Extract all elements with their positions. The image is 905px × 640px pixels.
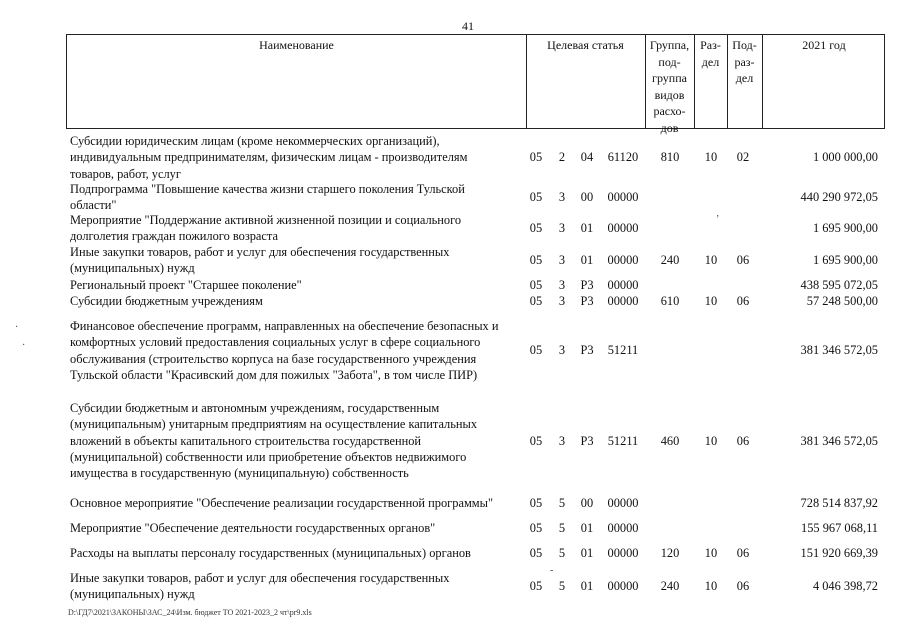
code-subprogram: 3 (558, 253, 566, 268)
subsection-code: 02 (736, 150, 750, 165)
code-subprogram: 3 (558, 433, 566, 448)
section-code: 10 (704, 150, 718, 165)
code-program: 05 (529, 221, 543, 236)
amount-2021: 381 346 572,05 (800, 343, 878, 358)
code-program: 05 (529, 496, 543, 510)
amount-2021: 4 046 398,72 (812, 579, 878, 594)
subsection-code: 06 (736, 579, 750, 594)
amount-2021: 1 695 900,00 (812, 221, 878, 236)
row-name: Финансовое обеспечение программ, направленных на обеспечение безопасных и комфортных условий предоставления социальных услуг в сфере социального обслуживания (строительство корпуса на базе государственного учреждения Тульской области "Красивский дом для пожилых "Забота", в том числе ПИР) (70, 319, 499, 382)
code-direction: 51211 (607, 343, 639, 358)
code-subprogram: 3 (558, 190, 566, 205)
row-name: Иные закупки товаров, работ и услуг для обеспечения государственных (муниципальных) нужд (70, 245, 450, 276)
amount-2021: 151 920 669,39 (800, 546, 878, 560)
row-name: Региональный проект "Старшее поколение" (70, 278, 302, 292)
scan-mark: - (550, 565, 554, 576)
header-subsection: Под- раз- дел (732, 38, 757, 85)
code-direction: 00000 (607, 579, 639, 594)
amount-2021: 440 290 972,05 (800, 190, 878, 205)
row-name: Субсидии юридическим лицам (кроме некоммерческих организаций), индивидуальным предпринимателям, физическим лицам - производителям товаров, работ, услуг (70, 134, 468, 181)
code-subprogram: 2 (558, 150, 566, 165)
code-direction: 61120 (607, 150, 639, 165)
subsection-code: 06 (736, 253, 750, 268)
section-code: 10 (704, 546, 718, 560)
code-subprogram: 5 (558, 521, 566, 535)
code-program: 05 (529, 433, 543, 448)
code-event: P3 (580, 278, 594, 292)
code-event: 01 (580, 521, 594, 535)
amount-2021: 728 514 837,92 (800, 496, 878, 510)
code-subprogram: 5 (558, 496, 566, 510)
expense-group-code: 120 (660, 546, 680, 560)
code-program: 05 (529, 579, 543, 594)
code-event: 00 (580, 190, 594, 205)
code-event: 04 (580, 150, 594, 165)
code-event: P3 (580, 433, 594, 448)
scan-mark: · (22, 340, 26, 351)
row-name: Мероприятие "Поддержание активной жизненной позиции и социального долголетия граждан пожилого возраста (70, 213, 462, 244)
code-program: 05 (529, 546, 543, 560)
amount-2021: 1 695 900,00 (812, 253, 878, 268)
code-direction: 00000 (607, 253, 639, 268)
amount-2021: 381 346 572,05 (800, 433, 878, 448)
row-name: Мероприятие "Обеспечение деятельности государственных органов" (70, 521, 436, 535)
expense-group-code: 240 (660, 579, 680, 594)
header-section: Раз- дел (700, 38, 721, 69)
code-direction: 00000 (607, 521, 639, 535)
code-program: 05 (529, 150, 543, 165)
file-path-footer: D:\ГД7\2021\ЗАКОНЫ\ЗАС_24\Изм. бюджет ТО 2021-2023_2 чт\pr9.xls (68, 608, 312, 617)
code-direction: 00000 (607, 278, 639, 292)
code-program: 05 (529, 343, 543, 358)
subsection-code: 06 (736, 294, 750, 308)
row-name: Расходы на выплаты персоналу государственных (муниципальных) органов (70, 546, 471, 560)
code-direction: 51211 (607, 433, 639, 448)
code-program: 05 (529, 521, 543, 535)
code-program: 05 (529, 278, 543, 292)
amount-2021: 1 000 000,00 (812, 150, 878, 165)
page-number: 41 (462, 19, 474, 33)
header-name: Наименование (259, 38, 334, 52)
code-event: 01 (580, 579, 594, 594)
expense-group-code: 240 (660, 253, 680, 268)
code-direction: 00000 (607, 546, 639, 560)
table-header (66, 34, 885, 135)
code-program: 05 (529, 190, 543, 205)
code-direction: 00000 (607, 221, 639, 236)
section-code: 10 (704, 433, 718, 448)
code-subprogram: 5 (558, 546, 566, 560)
section-code: 10 (704, 579, 718, 594)
row-name: Основное мероприятие "Обеспечение реализации государственной программы" (70, 496, 494, 510)
section-code: 10 (704, 253, 718, 268)
code-direction: 00000 (607, 294, 639, 308)
section-code: 10 (704, 294, 718, 308)
expense-group-code: 810 (660, 150, 680, 165)
code-event: P3 (580, 294, 594, 308)
amount-2021: 438 595 072,05 (800, 278, 878, 292)
expense-group-code: 460 (660, 433, 680, 448)
amount-2021: 155 967 068,11 (801, 521, 878, 535)
row-name: Иные закупки товаров, работ и услуг для обеспечения государственных (муниципальных) нужд (70, 571, 450, 602)
expense-group-code: 610 (660, 294, 680, 308)
subsection-code: 06 (736, 433, 750, 448)
row-name: Субсидии бюджетным и автономным учреждениям, государственным (муниципальным) унитарным предприятиям на осуществление капитальных вложений в объекты капитального строительства государственной (муниципальной) собственности или приобретение объектов недвижимого имущества в государственную (муниципальную) собственность (70, 401, 478, 481)
code-subprogram: 3 (558, 343, 566, 358)
amount-2021: 57 248 500,00 (806, 294, 878, 308)
scan-mark: · (15, 322, 19, 333)
code-program: 05 (529, 294, 543, 308)
code-event: 01 (580, 221, 594, 236)
header-expense-group: Группа, под- группа видов расхо- дов (649, 38, 690, 135)
row-name: Подпрограмма "Повышение качества жизни старшего поколения Тульской области" (70, 182, 465, 213)
scan-mark: ʼ (716, 214, 720, 225)
code-subprogram: 5 (558, 579, 566, 594)
code-subprogram: 3 (558, 278, 566, 292)
header-year: 2021 год (802, 38, 846, 52)
code-event: 00 (580, 496, 594, 510)
code-subprogram: 3 (558, 221, 566, 236)
code-program: 05 (529, 253, 543, 268)
code-event: P3 (580, 343, 594, 358)
header-target-article: Целевая статья (547, 38, 624, 52)
code-event: 01 (580, 546, 594, 560)
code-event: 01 (580, 253, 594, 268)
code-subprogram: 3 (558, 294, 566, 308)
subsection-code: 06 (736, 546, 750, 560)
row-name: Субсидии бюджетным учреждениям (70, 294, 263, 308)
code-direction: 00000 (607, 190, 639, 205)
code-direction: 00000 (607, 496, 639, 510)
